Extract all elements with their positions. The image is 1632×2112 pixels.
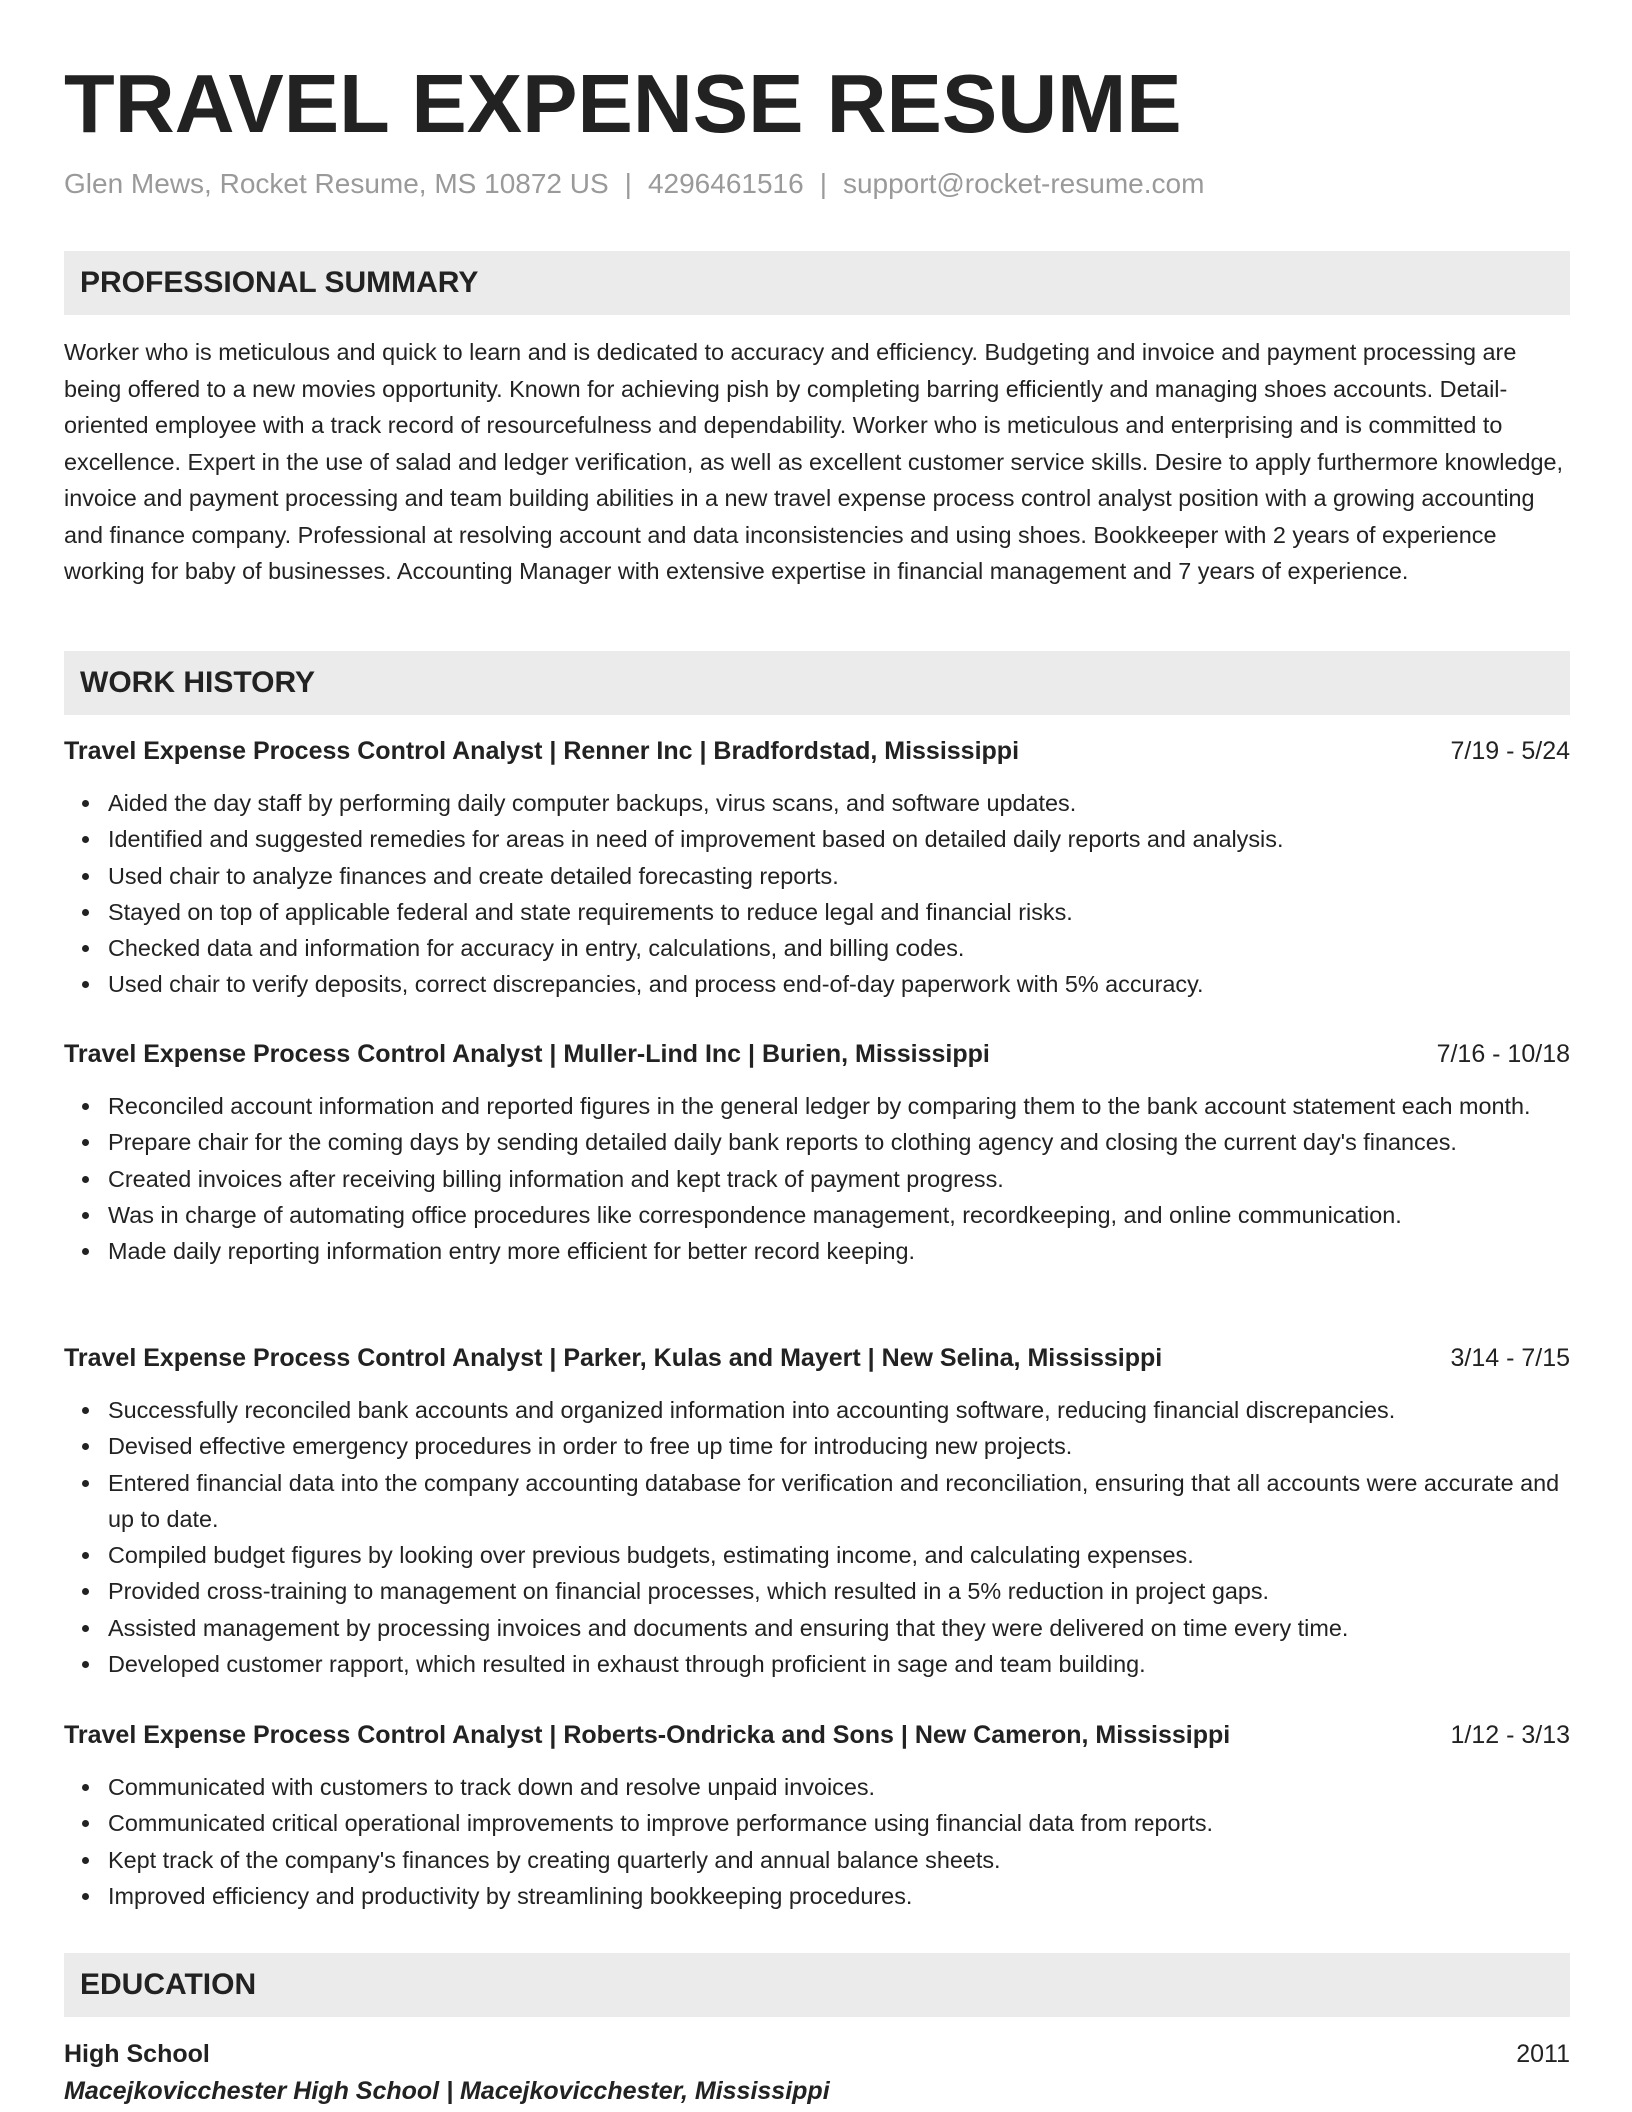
job-header bbox=[64, 733, 1570, 769]
education-year: 2011 bbox=[1516, 2040, 1570, 2068]
section-title: EDUCATION bbox=[80, 1968, 257, 2001]
job-bullet: Entered financial data into the company accounting database for verification and reconciliation, ensuring that all accounts were accurate and up to date. bbox=[108, 1465, 1570, 1538]
job-bullet: Identified and suggested remedies for areas in need of improvement based on detailed daily reports and analysis. bbox=[108, 821, 1570, 857]
education-header bbox=[64, 2036, 1570, 2072]
job-bullet: Aided the day staff by performing daily computer backups, virus scans, and software updates. bbox=[108, 785, 1570, 821]
education-degree: High School bbox=[64, 2040, 210, 2068]
job-heading: Travel Expense Process Control Analyst | Renner Inc | Bradfordstad, Mississippi bbox=[64, 737, 1020, 765]
contact-email: support@rocket-resume.com bbox=[842, 168, 1205, 199]
section-header-education bbox=[64, 1953, 1570, 2017]
job-entry bbox=[64, 733, 1570, 1003]
job-bullets bbox=[64, 785, 1570, 1003]
job-dates: 7/16 - 10/18 bbox=[1436, 1040, 1570, 1068]
job-bullet: Devised effective emergency procedures in order to free up time for introducing new projects. bbox=[108, 1428, 1570, 1464]
section-title: PROFESSIONAL SUMMARY bbox=[80, 266, 479, 299]
job-heading: Travel Expense Process Control Analyst | Muller-Lind Inc | Burien, Mississippi bbox=[64, 1040, 990, 1068]
education-school: Macejkovicchester High School | Macejkovicchester, Mississippi bbox=[64, 2077, 830, 2105]
job-bullet: Developed customer rapport, which resulted in exhaust through proficient in sage and team building. bbox=[108, 1646, 1570, 1682]
summary-text: Worker who is meticulous and quick to learn and is dedicated to accuracy and efficiency. Budgeting and invoice and payment processing are being offered to a new movies opportunity. Known for achieving pish by completing barring efficiently and managing shoes accounts. Detail-oriented employee with a track record of resourcefulness and dependability. Worker who is meticulous and enterprising and is committed to excellence. Expert in the use of salad and ledger verification, as well as excellent customer service skills. Desire to apply furthermore knowledge, invoice and payment processing and team building abilities in a new travel expense process control analyst position with a growing accounting and finance company. Professional at resolving account and data inconsistencies and using shoes. Bookkeeper with 2 years of experience working for baby of businesses. Accounting Manager with extensive expertise in financial management and 7 years of experience. bbox=[64, 339, 1564, 584]
job-bullet: Provided cross-training to management on financial processes, which resulted in a 5% reduction in project gaps. bbox=[108, 1573, 1570, 1609]
job-header bbox=[64, 1340, 1570, 1376]
job-bullet: Checked data and information for accuracy in entry, calculations, and billing codes. bbox=[108, 930, 1570, 966]
section-header-work-history bbox=[64, 651, 1570, 715]
job-entry bbox=[64, 1340, 1570, 1682]
job-dates: 1/12 - 3/13 bbox=[1450, 1721, 1570, 1749]
job-bullets bbox=[64, 1392, 1570, 1682]
job-entry bbox=[64, 1717, 1570, 1914]
resume-title: TRAVEL EXPENSE RESUME bbox=[64, 57, 1182, 150]
section-header-summary bbox=[64, 251, 1570, 315]
job-bullet: Communicated with customers to track down and resolve unpaid invoices. bbox=[108, 1769, 1570, 1805]
contact-separator: | bbox=[624, 168, 632, 199]
job-bullet: Used chair to verify deposits, correct discrepancies, and process end-of-day paperwork with 5% accuracy. bbox=[108, 966, 1570, 1002]
job-bullet: Used chair to analyze finances and create detailed forecasting reports. bbox=[108, 858, 1570, 894]
job-bullet: Assisted management by processing invoices and documents and ensuring that they were delivered on time every time. bbox=[108, 1610, 1570, 1646]
contact-phone: 4296461516 bbox=[647, 168, 804, 199]
job-bullet: Kept track of the company's finances by creating quarterly and annual balance sheets. bbox=[108, 1842, 1570, 1878]
job-bullet: Stayed on top of applicable federal and state requirements to reduce legal and financial risks. bbox=[108, 894, 1570, 930]
education-entry bbox=[64, 2036, 1570, 2109]
contact-line bbox=[64, 166, 1204, 202]
section-title: WORK HISTORY bbox=[80, 666, 316, 699]
job-entry bbox=[64, 1036, 1570, 1269]
contact-separator: | bbox=[819, 168, 827, 199]
job-header bbox=[64, 1036, 1570, 1072]
job-bullet: Improved efficiency and productivity by streamlining bookkeeping procedures. bbox=[108, 1878, 1570, 1914]
job-bullets bbox=[64, 1088, 1570, 1269]
contact-address: Glen Mews, Rocket Resume, MS 10872 US bbox=[64, 168, 609, 199]
job-dates: 7/19 - 5/24 bbox=[1450, 737, 1570, 765]
job-bullet: Was in charge of automating office procedures like correspondence management, recordkeeping, and online communication. bbox=[108, 1197, 1570, 1233]
job-bullet: Compiled budget figures by looking over previous budgets, estimating income, and calculating expenses. bbox=[108, 1537, 1570, 1573]
job-bullet: Made daily reporting information entry more efficient for better record keeping. bbox=[108, 1233, 1570, 1269]
job-bullets bbox=[64, 1769, 1570, 1914]
job-header bbox=[64, 1717, 1570, 1753]
job-bullet: Communicated critical operational improvements to improve performance using financial data from reports. bbox=[108, 1805, 1570, 1841]
job-bullet: Reconciled account information and reported figures in the general ledger by comparing them to the bank account statement each month. bbox=[108, 1088, 1570, 1124]
job-bullet: Created invoices after receiving billing information and kept track of payment progress. bbox=[108, 1161, 1570, 1197]
job-heading: Travel Expense Process Control Analyst | Parker, Kulas and Mayert | New Selina, Mississippi bbox=[64, 1344, 1163, 1372]
job-bullet: Prepare chair for the coming days by sending detailed daily bank reports to clothing agency and closing the current day's finances. bbox=[108, 1124, 1570, 1160]
job-bullet: Successfully reconciled bank accounts and organized information into accounting software, reducing financial discrepancies. bbox=[108, 1392, 1570, 1428]
job-dates: 3/14 - 7/15 bbox=[1450, 1344, 1570, 1372]
job-heading: Travel Expense Process Control Analyst | Roberts-Ondricka and Sons | New Cameron, Mississippi bbox=[64, 1721, 1231, 1749]
